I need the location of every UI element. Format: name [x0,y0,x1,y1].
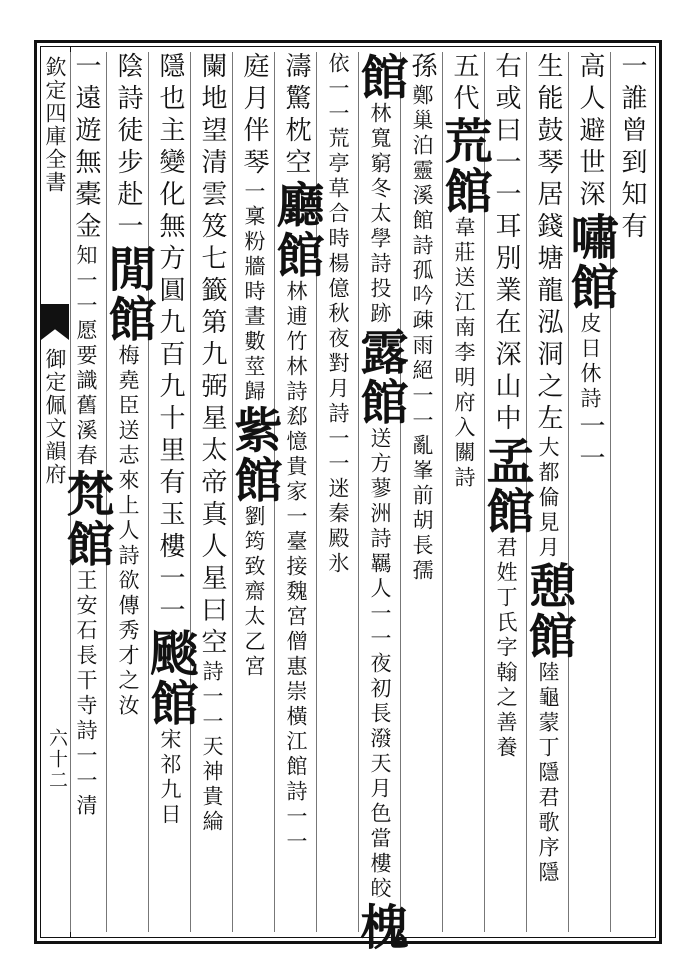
text-segment: 生能鼓琴居錢塘龍泓洞之左 [533,52,563,436]
headword: 梵館 [58,469,114,569]
headword: 閒館 [100,244,156,344]
text-segment: 一稟粉牆時晝數莖歸 [242,180,266,405]
text-segment: 闌地望清雲笈七籤第九弼星太帝真人星曰空 [197,52,227,660]
headword: 露館 [352,327,408,427]
margin-title-left: 欽定四庫全書 [43,56,67,194]
text-segment: 君姓丁氏字翰之善養 [494,536,518,761]
text-column [58,52,114,932]
text-segment: 送方蓼洲詩羈人一一夜初長潑天月色當樓皎 [368,427,392,902]
text-segment: 陸龜蒙丁隱君歌序隱 [536,661,560,886]
text-segment: 鄭巢泊靈溪館詩孤吟疎雨絕一一亂峯前胡長孺 [410,84,434,584]
text-segment: 孫 [407,52,437,84]
headword: 嘯館 [562,212,618,312]
text-segment: 皮日休詩 [578,312,602,412]
text-column [190,52,234,932]
headword: 紫館 [226,405,282,505]
text-segment: 韋莊送江南李明府入關詩 [452,216,476,491]
text-segment: 臺接魏宮僧惠崇橫江館詩一一 [284,530,308,855]
text-segment: 庭月伴琴 [239,52,269,180]
page-number: 六十二 [46,728,68,791]
text-segment: 林逋竹林詩郄憶貴家一 [284,280,308,530]
text-segment: 隱也主變化無方圓九百九十里有玉樓一一 [155,52,185,628]
headword: 槐 [352,902,408,952]
text-segment: 知一一愿要識舊溪春 [74,244,98,469]
text-column [226,52,282,932]
headword: 荒館 [436,116,492,216]
text-column [142,52,198,932]
headword: 孟館 [478,436,534,536]
text-segment: 五代 [449,52,479,116]
text-column [610,52,654,932]
text-segment: 一誰曾到知有 [617,52,647,244]
text-segment: 一遠遊無橐金 [71,52,101,244]
text-segment: 傳秀才之汝 [116,594,140,719]
text-segment: 依一一荒亭草合時 [326,52,350,252]
text-segment: 楊億秋夜對月詩一一迷秦殿氷 [326,252,350,577]
text-column [352,52,408,952]
text-column [562,52,618,932]
headword: 颷館 [142,628,198,728]
text-segment: 右或曰一一耳別業在深山中 [491,52,521,436]
headword: 館 [352,52,408,102]
text-segment: 王安石長干 [74,569,98,694]
text-segment: 梅堯臣送志來上人詩欲 [116,344,140,594]
text-segment: 劉筠致齋太乙宮 [242,505,266,680]
text-segment: 高人避世深 [575,52,605,212]
text-segment: 一一 [575,412,605,476]
text-column [436,52,492,932]
headword: 憩館 [520,561,576,661]
text-segment: 林寬窮冬太學詩投跡 [368,102,392,327]
text-segment: 濤驚枕空 [281,52,311,180]
text-segment: 宋祁九日 [158,728,182,828]
headword: 廳館 [268,180,324,280]
text-segment: 陰詩徒步赴一 [113,52,143,244]
text-segment: 大都倫見月 [536,436,560,561]
text-segment: 寺詩一一清 [74,694,98,819]
margin-title-right: 御定佩文韻府 [43,348,67,486]
text-column [400,52,444,932]
text-segment: 詩一一天神貴綸 [200,660,224,835]
